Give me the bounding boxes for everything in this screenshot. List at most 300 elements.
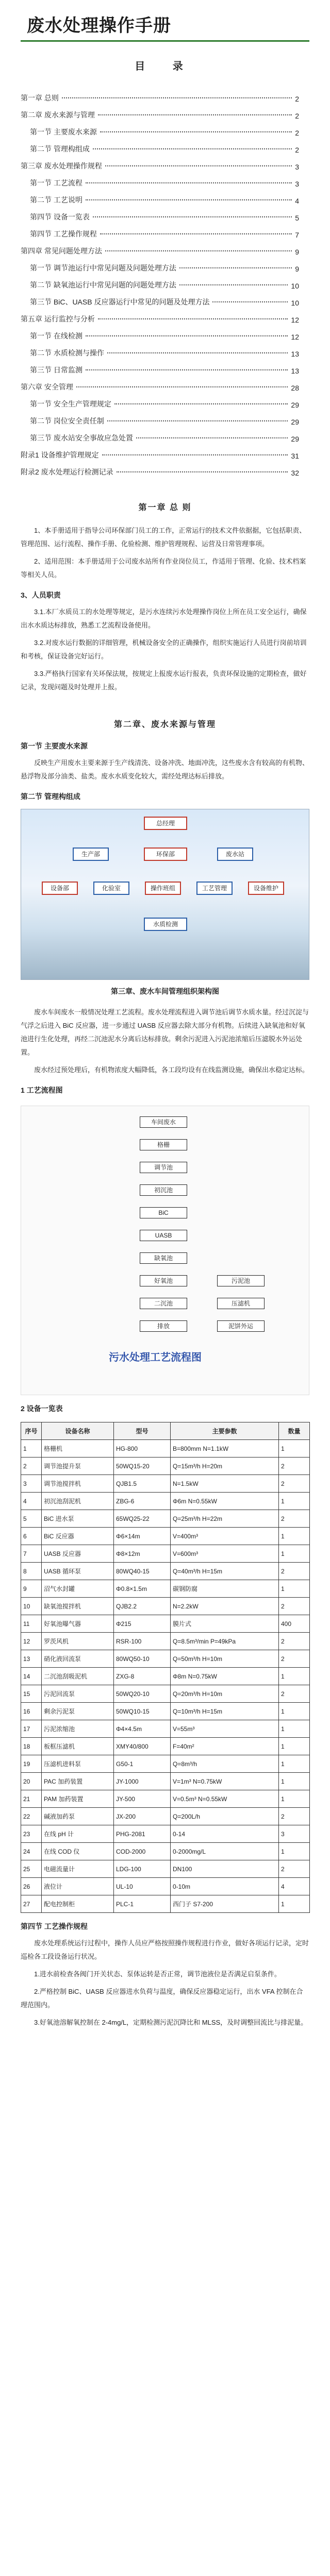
toc-page-number: 28: [291, 384, 299, 392]
table-cell: 2: [279, 1598, 310, 1615]
table-cell: B=800mm N=1.1kW: [171, 1440, 279, 1458]
table-row: [21, 1650, 310, 1668]
flow-node: 二沉池: [140, 1298, 187, 1309]
toc-entry[interactable]: [21, 307, 299, 324]
table-cell: 2: [279, 1510, 310, 1528]
equipment-table: [21, 1422, 310, 1913]
flow-node: 初沉池: [140, 1184, 187, 1196]
toc-entry[interactable]: [21, 222, 299, 239]
toc-entry[interactable]: [21, 443, 299, 460]
table-cell: 1: [279, 1843, 310, 1860]
flow-node: 缺氧池: [140, 1252, 187, 1264]
process-paragraph: 废水车间废水一般情况处理工艺流程。废水处理流程进入调节池后调节水质水量。经过沉淀与气浮之后进入 BiC 反应器，进一步通过 UASB 反应器去除大部分有机物。后续进入缺氧池和好氧池进行生化处理，再经二沉池泥水分离后达标排放。剩余污泥进入污泥池浓缩后压滤脱水外运处置。: [21, 1008, 309, 1056]
toc-page-number: 29: [291, 401, 299, 409]
table-cell: 2: [21, 1458, 42, 1475]
table-cell: JY-500: [114, 1790, 171, 1808]
table-cell: 3: [279, 1825, 310, 1843]
toc-leader-dots: [100, 233, 292, 234]
title-divider: [21, 40, 309, 42]
toc-entry[interactable]: [21, 324, 299, 341]
table-cell: 2: [279, 1475, 310, 1493]
org-node: 水质检测: [144, 918, 187, 931]
table-row: [21, 1755, 310, 1773]
table-cell: 1: [279, 1493, 310, 1510]
table-cell: 在线 COD 仪: [42, 1843, 114, 1860]
toc-entry-title: 第一节 在线检测: [30, 332, 82, 340]
sources-paragraph: 反映生产用废水主要来源于生产线清洗、设备冲洗、地面冲洗，这些废水含有较高的有机物、悬浮物及部分油类、盐类。废水水质变化较大，需经处理达标后排放。: [21, 759, 309, 780]
table-cell: 2: [279, 1685, 310, 1703]
table-cell: 沼气水封罐: [42, 1580, 114, 1598]
flow-node: UASB: [140, 1230, 187, 1241]
toc-page-number: 10: [291, 299, 299, 307]
toc-page-number: 2: [295, 95, 299, 103]
table-cell: QJB1.5: [114, 1475, 171, 1493]
toc-leader-dots: [179, 267, 292, 268]
table-cell: 液位计: [42, 1878, 114, 1895]
table-cell: BiC 进水泵: [42, 1510, 114, 1528]
table-row: [21, 1860, 310, 1878]
flow-node: 排放: [140, 1320, 187, 1332]
table-cell: 400: [279, 1615, 310, 1633]
table-row: [21, 1895, 310, 1913]
org-node: 设备维护: [248, 882, 284, 895]
toc-leader-dots: [86, 369, 288, 370]
toc-entry-title: 第一节 调节池运行中常见问题及问题处理方法: [30, 264, 176, 272]
toc-leader-dots: [93, 216, 292, 217]
table-cell: 23: [21, 1825, 42, 1843]
table-cell: 板框压滤机: [42, 1738, 114, 1755]
toc-leader-dots: [105, 250, 292, 251]
flow-node: 泥饼外运: [217, 1320, 265, 1332]
table-row: [21, 1703, 310, 1720]
table-cell: XMY40/800: [114, 1738, 171, 1755]
table-cell: QJB2.2: [114, 1598, 171, 1615]
table-cell: V=400m³: [171, 1528, 279, 1545]
table-cell: Φ8m N=0.75kW: [171, 1668, 279, 1685]
personnel-paragraph: 3.1.本厂水质员工的水处理等规定，是污水连续污水处理操作岗位上所在员工安全运行，确保出水水质达标排放，熟悉工艺流程设备使用。: [21, 608, 307, 629]
toc-entry-title: 第二节 水质检测与操作: [30, 349, 104, 357]
table-cell: 5: [21, 1510, 42, 1528]
table-cell: ZXG-8: [114, 1668, 171, 1685]
table-cell: HG-800: [114, 1440, 171, 1458]
table-cell: 14: [21, 1668, 42, 1685]
toc-page-number: 3: [295, 180, 299, 188]
table-cell: Q=10m³/h H=15m: [171, 1703, 279, 1720]
toc-entry-title: 第二节 缺氧池运行中常见问题的问题处理方法: [30, 281, 176, 289]
toc-entry[interactable]: [21, 290, 299, 307]
table-cell: Q=20m³/h H=10m: [171, 1685, 279, 1703]
table-cell: V=1m³ N=0.75kW: [171, 1773, 279, 1790]
toc-page-number: 9: [295, 265, 299, 273]
table-header-cell: 序号: [21, 1422, 42, 1440]
equipment-heading: 2 设备一览表: [21, 1404, 63, 1413]
toc-leader-dots: [105, 165, 292, 166]
table-cell: 0-2000mg/L: [171, 1843, 279, 1860]
table-row: [21, 1808, 310, 1825]
toc-entry[interactable]: [21, 188, 299, 205]
table-row: [21, 1878, 310, 1895]
table-cell: UL-10: [114, 1878, 171, 1895]
table-cell: Q=200L/h: [171, 1808, 279, 1825]
table-cell: 1: [279, 1668, 310, 1685]
toc-entry-title: 第三章 废水处理操作规程: [21, 162, 102, 170]
toc-entry[interactable]: [21, 426, 299, 443]
table-cell: 1: [279, 1528, 310, 1545]
table-cell: 膜片式: [171, 1615, 279, 1633]
process-paragraph: 废水经过预处理后，有机物浓度大幅降低，各工段均设有在线监测设施，确保出水稳定达标。: [34, 1066, 309, 1074]
toc-page-number: 31: [291, 452, 299, 460]
toc-entry-title: 第一节 安全生产管理规定: [30, 400, 111, 408]
toc-page-number: 9: [295, 248, 299, 256]
table-row: [21, 1615, 310, 1633]
chapter-1-paragraph: 2、适用范围：本手册适用于公司废水站所有作业岗位员工，作适用于管理、化验、技术档案等相关人员。: [21, 557, 306, 579]
toc-leader-dots: [107, 420, 288, 421]
toc-entry[interactable]: [21, 409, 299, 426]
toc-leader-dots: [98, 114, 292, 115]
table-cell: 4: [279, 1878, 310, 1895]
personnel-paragraph: 3.3.严格执行国家有关环保法规，按规定上报废水运行报表，负责环保设施的定期检查，做好记录，发现问题及时处理并上报。: [21, 670, 307, 691]
toc-entry-title: 附录2 废水处理运行检测记录: [21, 468, 113, 476]
operation-paragraph: 2.严格控制 BiC、UASB 反应器进水负荷与温度，确保反应器稳定运行，出水 VFA 控制在合理范围内。: [21, 1988, 303, 2009]
personnel-paragraph: 3.2.对废水运行数据的详细管理，机械设备安全的正确操作，组织实施运行人员进行岗前培训和考核，保证设备完好运行。: [21, 639, 307, 660]
toc-entry[interactable]: [21, 171, 299, 188]
table-cell: 9: [21, 1580, 42, 1598]
table-cell: 格栅机: [42, 1440, 114, 1458]
table-cell: V=600m³: [171, 1545, 279, 1563]
org-node: 废水站: [217, 848, 253, 861]
table-cell: 15: [21, 1685, 42, 1703]
table-cell: RSR-100: [114, 1633, 171, 1650]
table-cell: Q=40m³/h H=15m: [171, 1563, 279, 1580]
table-cell: Φ4×4.5m: [114, 1720, 171, 1738]
flow-node: 压滤机: [217, 1298, 265, 1309]
toc-entry[interactable]: [21, 154, 299, 171]
table-row: [21, 1440, 310, 1458]
org-node: 设备部: [42, 882, 78, 895]
table-cell: PHG-2081: [114, 1825, 171, 1843]
table-cell: V=55m³: [171, 1720, 279, 1738]
table-cell: 污泥浓缩池: [42, 1720, 114, 1738]
table-cell: 调节池提升泵: [42, 1458, 114, 1475]
toc-entry[interactable]: [21, 239, 299, 256]
table-cell: 1: [279, 1738, 310, 1755]
flow-node: 调节池: [140, 1162, 187, 1173]
toc-page-number: 29: [291, 418, 299, 426]
toc-leader-dots: [62, 97, 292, 98]
chapter-1-heading: 第一章 总 则: [138, 503, 192, 512]
table-cell: 1: [279, 1755, 310, 1773]
flow-node: 污泥池: [217, 1275, 265, 1286]
table-cell: 21: [21, 1790, 42, 1808]
operation-paragraph: 1.进水前检查各阀门开关状态、泵体运转是否正常，调节池液位是否满足启泵条件。: [34, 1970, 281, 1978]
table-cell: 1: [279, 1545, 310, 1563]
toc-leader-dots: [117, 471, 288, 472]
table-row: [21, 1633, 310, 1650]
toc-entry-title: 第四章 常见问题处理方法: [21, 247, 102, 255]
section-heading-sources: 第一节 主要废水来源: [21, 742, 88, 750]
toc-page-number: 3: [295, 163, 299, 171]
table-cell: 24: [21, 1843, 42, 1860]
toc-entry-title: 第一节 主要废水来源: [30, 128, 97, 136]
table-cell: DN100: [171, 1860, 279, 1878]
toc-entry-title: 第六章 安全管理: [21, 383, 73, 391]
table-cell: G50-1: [114, 1755, 171, 1773]
org-node: 总经理: [144, 817, 187, 830]
table-cell: 27: [21, 1895, 42, 1913]
table-cell: Q=15m³/h H=20m: [171, 1458, 279, 1475]
table-cell: 缺氧池搅拌机: [42, 1598, 114, 1615]
toc-page-number: 12: [291, 333, 299, 341]
table-cell: 1: [279, 1790, 310, 1808]
table-row: [21, 1738, 310, 1755]
table-cell: 12: [21, 1633, 42, 1650]
table-cell: 20: [21, 1773, 42, 1790]
toc-entry[interactable]: [21, 205, 299, 222]
toc-entry[interactable]: [21, 103, 299, 120]
table-cell: 2: [279, 1650, 310, 1668]
table-cell: Q=8m³/h: [171, 1755, 279, 1773]
toc-page-number: 2: [295, 129, 299, 137]
org-node: 工艺管理: [196, 882, 233, 895]
table-cell: 剩余污泥泵: [42, 1703, 114, 1720]
table-cell: 1: [279, 1895, 310, 1913]
table-cell: 26: [21, 1878, 42, 1895]
toc-page-number: 5: [295, 214, 299, 222]
table-cell: 调节池搅拌机: [42, 1475, 114, 1493]
table-cell: PLC-1: [114, 1895, 171, 1913]
table-cell: 3: [21, 1475, 42, 1493]
table-cell: 4: [21, 1493, 42, 1510]
process-flow-heading: 1 工艺流程图: [21, 1086, 63, 1094]
operation-paragraph: 废水处理系统运行过程中，操作人员应严格按照操作规程进行作业，做好各项运行记录，定时巡检各工段设备运行状况。: [21, 1939, 309, 1960]
table-cell: 1: [279, 1440, 310, 1458]
toc-entry[interactable]: [21, 137, 299, 154]
table-header-cell: 数量: [279, 1422, 310, 1440]
table-cell: BiC 反应器: [42, 1528, 114, 1545]
table-row: [21, 1843, 310, 1860]
table-cell: 污泥回流泵: [42, 1685, 114, 1703]
table-cell: 硝化液回流泵: [42, 1650, 114, 1668]
toc-entry[interactable]: [21, 341, 299, 358]
chapter-1-paragraph: 1、本手册适用于指导公司环保部门员工的工作，正常运行的技术文件依据据，它包括职责、管理范围、运行流程、操作手册、化验检测、维护管理规程、运营及日常管理事项。: [21, 527, 306, 548]
table-row: [21, 1773, 310, 1790]
toc-entry[interactable]: [21, 375, 299, 392]
table-row: [21, 1493, 310, 1510]
table-cell: Φ6×14m: [114, 1528, 171, 1545]
table-cell: JY-1000: [114, 1773, 171, 1790]
table-cell: 2: [279, 1860, 310, 1878]
table-cell: 初沉池刮泥机: [42, 1493, 114, 1510]
table-cell: 2: [279, 1458, 310, 1475]
section-heading-personnel: 3、人员职责: [21, 591, 61, 599]
toc-entry-title: 第四节 工艺操作规程: [30, 230, 97, 238]
table-cell: Q=50m³/h H=10m: [171, 1650, 279, 1668]
toc-entry-title: 第三节 日常监测: [30, 366, 82, 374]
org-node: 操作班组: [145, 882, 181, 895]
toc-page-number: 2: [295, 146, 299, 154]
table-cell: JX-200: [114, 1808, 171, 1825]
table-cell: 2: [279, 1563, 310, 1580]
table-cell: 8: [21, 1563, 42, 1580]
table-cell: 0-14: [171, 1825, 279, 1843]
table-cell: 65WQ25-22: [114, 1510, 171, 1528]
table-cell: 50WQ20-10: [114, 1685, 171, 1703]
toc-entry[interactable]: [21, 460, 299, 477]
toc-entry[interactable]: [21, 392, 299, 409]
toc-entry[interactable]: [21, 256, 299, 273]
table-cell: 1: [279, 1720, 310, 1738]
table-cell: UASB 循环泵: [42, 1563, 114, 1580]
table-row: [21, 1528, 310, 1545]
toc-entry-title: 第二节 管理构组成: [30, 145, 90, 153]
flow-node: 格栅: [140, 1139, 187, 1150]
table-cell: ZBG-6: [114, 1493, 171, 1510]
table-cell: 1: [279, 1703, 310, 1720]
table-cell: 13: [21, 1650, 42, 1668]
toc-leader-dots: [136, 437, 288, 438]
table-cell: N=1.5kW: [171, 1475, 279, 1493]
process-flow-title: 污水处理工艺流程图: [109, 1352, 202, 1363]
toc-leader-dots: [76, 386, 288, 387]
table-cell: 80WQ40-15: [114, 1563, 171, 1580]
flow-node: 好氧池: [140, 1275, 187, 1286]
toc-page-number: 7: [295, 231, 299, 239]
table-header-cell: 设备名称: [42, 1422, 114, 1440]
org-node: 生产部: [73, 848, 109, 861]
toc-leader-dots: [114, 403, 288, 404]
operation-paragraph: 3.好氧池溶解氧控制在 2-4mg/L，定期检测污泥沉降比和 MLSS，及时调整回流比与排泥量。: [34, 2019, 308, 2026]
table-cell: 碱液加药泵: [42, 1808, 114, 1825]
table-row: [21, 1598, 310, 1615]
table-row: [21, 1668, 310, 1685]
table-of-contents: [21, 86, 299, 477]
toc-page-number: 13: [291, 350, 299, 358]
table-cell: V=0.5m³ N=0.55kW: [171, 1790, 279, 1808]
process-flow-diagram: [21, 1106, 309, 1395]
toc-leader-dots: [93, 148, 292, 149]
table-cell: 配电控制柜: [42, 1895, 114, 1913]
table-cell: Φ6m N=0.55kW: [171, 1493, 279, 1510]
document-title: 废水处理操作手册: [27, 16, 171, 36]
table-header-cell: 型号: [114, 1422, 171, 1440]
table-cell: 碳钢防腐: [171, 1580, 279, 1598]
table-cell: 2: [279, 1808, 310, 1825]
org-chart-caption: 第三章、废水车间管理组织架构图: [111, 987, 219, 995]
table-cell: 1: [279, 1580, 310, 1598]
toc-page-number: 2: [295, 112, 299, 120]
table-cell: LDG-100: [114, 1860, 171, 1878]
table-cell: 22: [21, 1808, 42, 1825]
table-cell: 2: [279, 1633, 310, 1650]
table-cell: 7: [21, 1545, 42, 1563]
toc-leader-dots: [100, 131, 292, 132]
table-cell: 电磁流量计: [42, 1860, 114, 1878]
toc-leader-dots: [107, 352, 288, 353]
table-cell: 西门子 S7-200: [171, 1895, 279, 1913]
table-cell: N=2.2kW: [171, 1598, 279, 1615]
toc-entry[interactable]: [21, 120, 299, 137]
flow-node: 车间废水: [140, 1116, 187, 1128]
table-cell: 1: [279, 1773, 310, 1790]
table-cell: UASB 反应器: [42, 1545, 114, 1563]
document-header: [0, 0, 330, 43]
table-cell: 好氧池曝气器: [42, 1615, 114, 1633]
toc-page-number: 32: [291, 469, 299, 477]
org-node: 化验室: [93, 882, 129, 895]
table-cell: Φ215: [114, 1615, 171, 1633]
table-row: [21, 1720, 310, 1738]
toc-entry-title: 第一章 总则: [21, 94, 59, 102]
flow-node: BiC: [140, 1207, 187, 1218]
toc-entry-title: 第三节 废水站安全事故应急处置: [30, 434, 133, 442]
operation-heading: 第四节 工艺操作规程: [21, 1922, 88, 1930]
table-cell: 0-10m: [171, 1878, 279, 1895]
table-cell: 10: [21, 1598, 42, 1615]
table-header-cell: 主要参数: [171, 1422, 279, 1440]
table-cell: 11: [21, 1615, 42, 1633]
toc-entry[interactable]: [21, 358, 299, 375]
table-cell: F=40m²: [171, 1738, 279, 1755]
org-chart-diagram: [21, 809, 309, 980]
section-heading-management: 第二节 管理构组成: [21, 792, 80, 801]
table-cell: 50WQ15-20: [114, 1458, 171, 1475]
table-cell: 在线 pH 计: [42, 1825, 114, 1843]
table-cell: 16: [21, 1703, 42, 1720]
toc-entry-title: 第三节 BiC、UASB 反应器运行中常见的问题及处理方法: [30, 298, 210, 306]
table-row: [21, 1563, 310, 1580]
table-cell: 6: [21, 1528, 42, 1545]
table-cell: 50WQ10-15: [114, 1703, 171, 1720]
table-row: [21, 1790, 310, 1808]
table-row: [21, 1475, 310, 1493]
table-cell: 17: [21, 1720, 42, 1738]
table-row: [21, 1545, 310, 1563]
toc-leader-dots: [102, 454, 288, 455]
table-cell: Φ0.8×1.5m: [114, 1580, 171, 1598]
toc-page-number: 29: [291, 435, 299, 443]
toc-leader-dots: [86, 182, 292, 183]
table-cell: 19: [21, 1755, 42, 1773]
table-row: [21, 1510, 310, 1528]
toc-entry-title: 第二节 工艺说明: [30, 196, 82, 204]
table-cell: Q=25m³/h H=22m: [171, 1510, 279, 1528]
toc-entry-title: 第二章 废水来源与管理: [21, 111, 95, 119]
toc-page-number: 10: [291, 282, 299, 290]
table-row: [21, 1825, 310, 1843]
table-cell: 80WQ50-10: [114, 1650, 171, 1668]
toc-entry[interactable]: [21, 86, 299, 103]
table-cell: 二沉池刮吸泥机: [42, 1668, 114, 1685]
table-cell: Q=8.5m³/min P=49kPa: [171, 1633, 279, 1650]
toc-entry-title: 第四节 设备一览表: [30, 213, 90, 221]
table-cell: 压滤机进料泵: [42, 1755, 114, 1773]
toc-entry-title: 附录1 设备维护管理规定: [21, 451, 99, 459]
toc-leader-dots: [86, 335, 288, 336]
toc-entry[interactable]: [21, 273, 299, 290]
chapter-2-heading: 第二章、废水来源与管理: [113, 720, 216, 729]
toc-page-number: 12: [291, 316, 299, 324]
toc-entry-title: 第二节 岗位安全责任制: [30, 417, 104, 425]
toc-leader-dots: [98, 318, 288, 319]
toc-page-number: 4: [295, 197, 299, 205]
table-row: [21, 1685, 310, 1703]
table-row: [21, 1458, 310, 1475]
table-row: [21, 1580, 310, 1598]
table-cell: COD-2000: [114, 1843, 171, 1860]
table-cell: 罗茨风机: [42, 1633, 114, 1650]
toc-entry-title: 第一节 工艺流程: [30, 179, 82, 187]
toc-entry-title: 第五章 运行监控与分析: [21, 315, 95, 323]
